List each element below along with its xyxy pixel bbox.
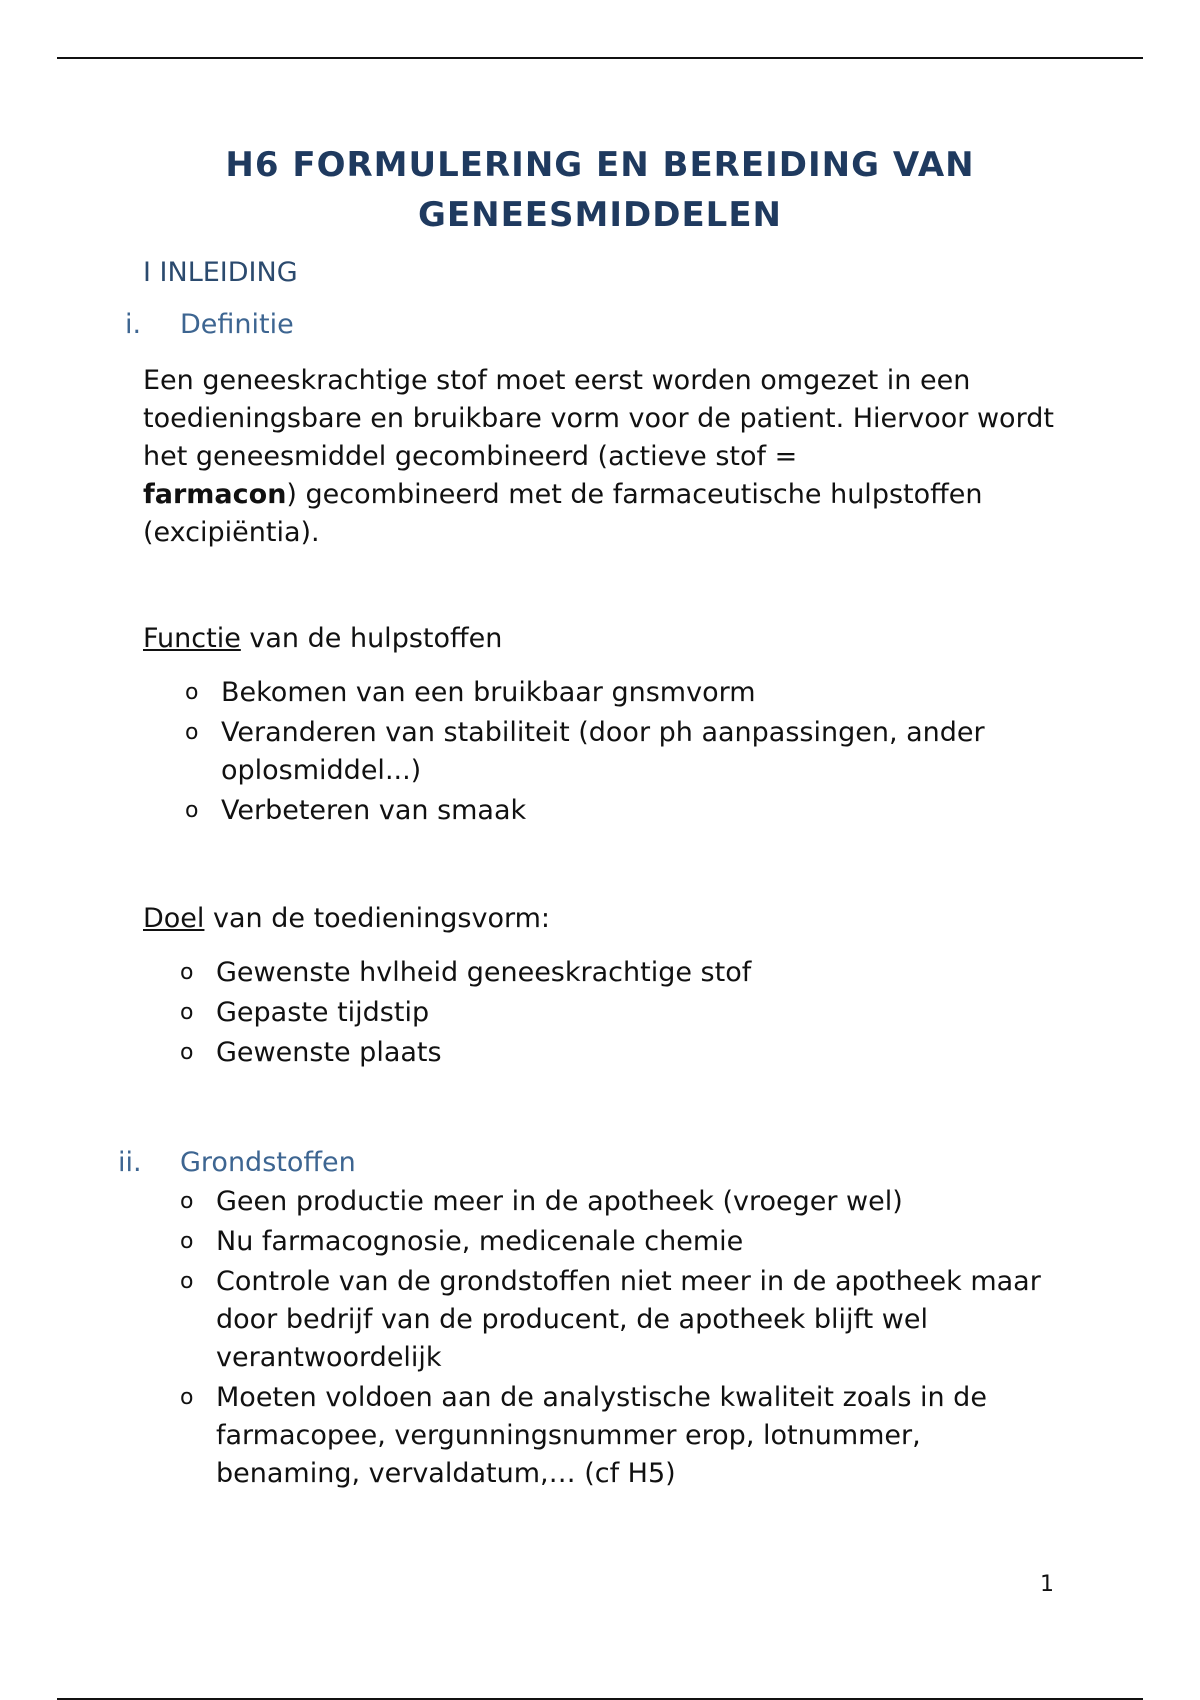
header-rule [57,57,1143,59]
bullet-o-icon: o [185,720,199,745]
functie-subheading [143,620,502,658]
list-item: o Nu farmacognosie, medicenale chemie [180,1223,1060,1261]
bullet-o-icon: o [185,680,199,705]
bullet-o-icon: o [180,1229,194,1254]
bold-term-farmacon: farmacon [143,479,287,510]
list-item: o Moeten voldoen aan de analystische kwaliteit zoals in de farmacopee, vergunningsnummer erop, lotnummer, benaming, vervaldatum,… (cf H5) [180,1379,1060,1493]
doel-underlined: Doel [143,903,205,934]
bullet-o-icon: o [185,798,199,823]
list-item: o Gewenste hvlheid geneeskrachtige stof [180,954,1040,992]
list-item: o Controle van de grondstoffen niet meer in de apotheek maar door bedrijf van de producent, de apotheek blijft wel verantwoordelijk [180,1263,1060,1377]
subsection-title: Grondstoffen [180,1147,356,1178]
list-item: o Verbeteren van smaak [185,792,1045,830]
bullet-o-icon: o [180,1000,194,1025]
page-title-line-2: GENEESMIDDELEN [417,195,783,235]
list-item: o Veranderen van stabiliteit (door ph aanpassingen, ander oplosmiddel...) [185,714,1045,790]
bullet-o-icon: o [180,1040,194,1065]
functie-rest: van de hulpstoffen [240,623,503,654]
grondstoffen-list [180,1183,1060,1495]
functie-underlined: Functie [143,623,241,654]
bullet-o-icon: o [180,1269,194,1294]
bullet-o-icon: o [180,960,194,985]
page-title-line-1: H6 FORMULERING EN BEREIDING VAN [225,145,975,185]
subsection-title: Definitie [180,309,294,340]
section-heading-inleiding: I INLEIDING [143,257,298,288]
page-title [0,140,1200,240]
doel-rest: van de toedieningsvorm: [204,903,550,934]
list-item: o Gepaste tijdstip [180,994,1040,1032]
list-item: o Gewenste plaats [180,1034,1040,1072]
paragraph-text-continued: ) gecombineerd met de farmaceutische hulpstoffen (excipiëntia). [143,479,983,548]
paragraph-text: Een geneeskrachtige stof moet eerst worden omgezet in een toedieningsbare en bruikbare vorm voor de patient. Hiervoor wordt het geneesmiddel gecombineerd (actieve stof = [143,365,1054,472]
functie-list [185,674,1045,832]
subsection-number: i. [125,309,142,340]
doel-list [180,954,1040,1074]
bullet-o-icon: o [180,1385,194,1410]
page-number: 1 [1040,1572,1054,1597]
doel-subheading [143,900,550,938]
list-item: o Bekomen van een bruikbaar gnsmvorm [185,674,1045,712]
definition-paragraph [143,362,1063,552]
bullet-o-icon: o [180,1189,194,1214]
list-item: o Geen productie meer in de apotheek (vroeger wel) [180,1183,1060,1221]
subsection-number: ii. [118,1147,142,1178]
